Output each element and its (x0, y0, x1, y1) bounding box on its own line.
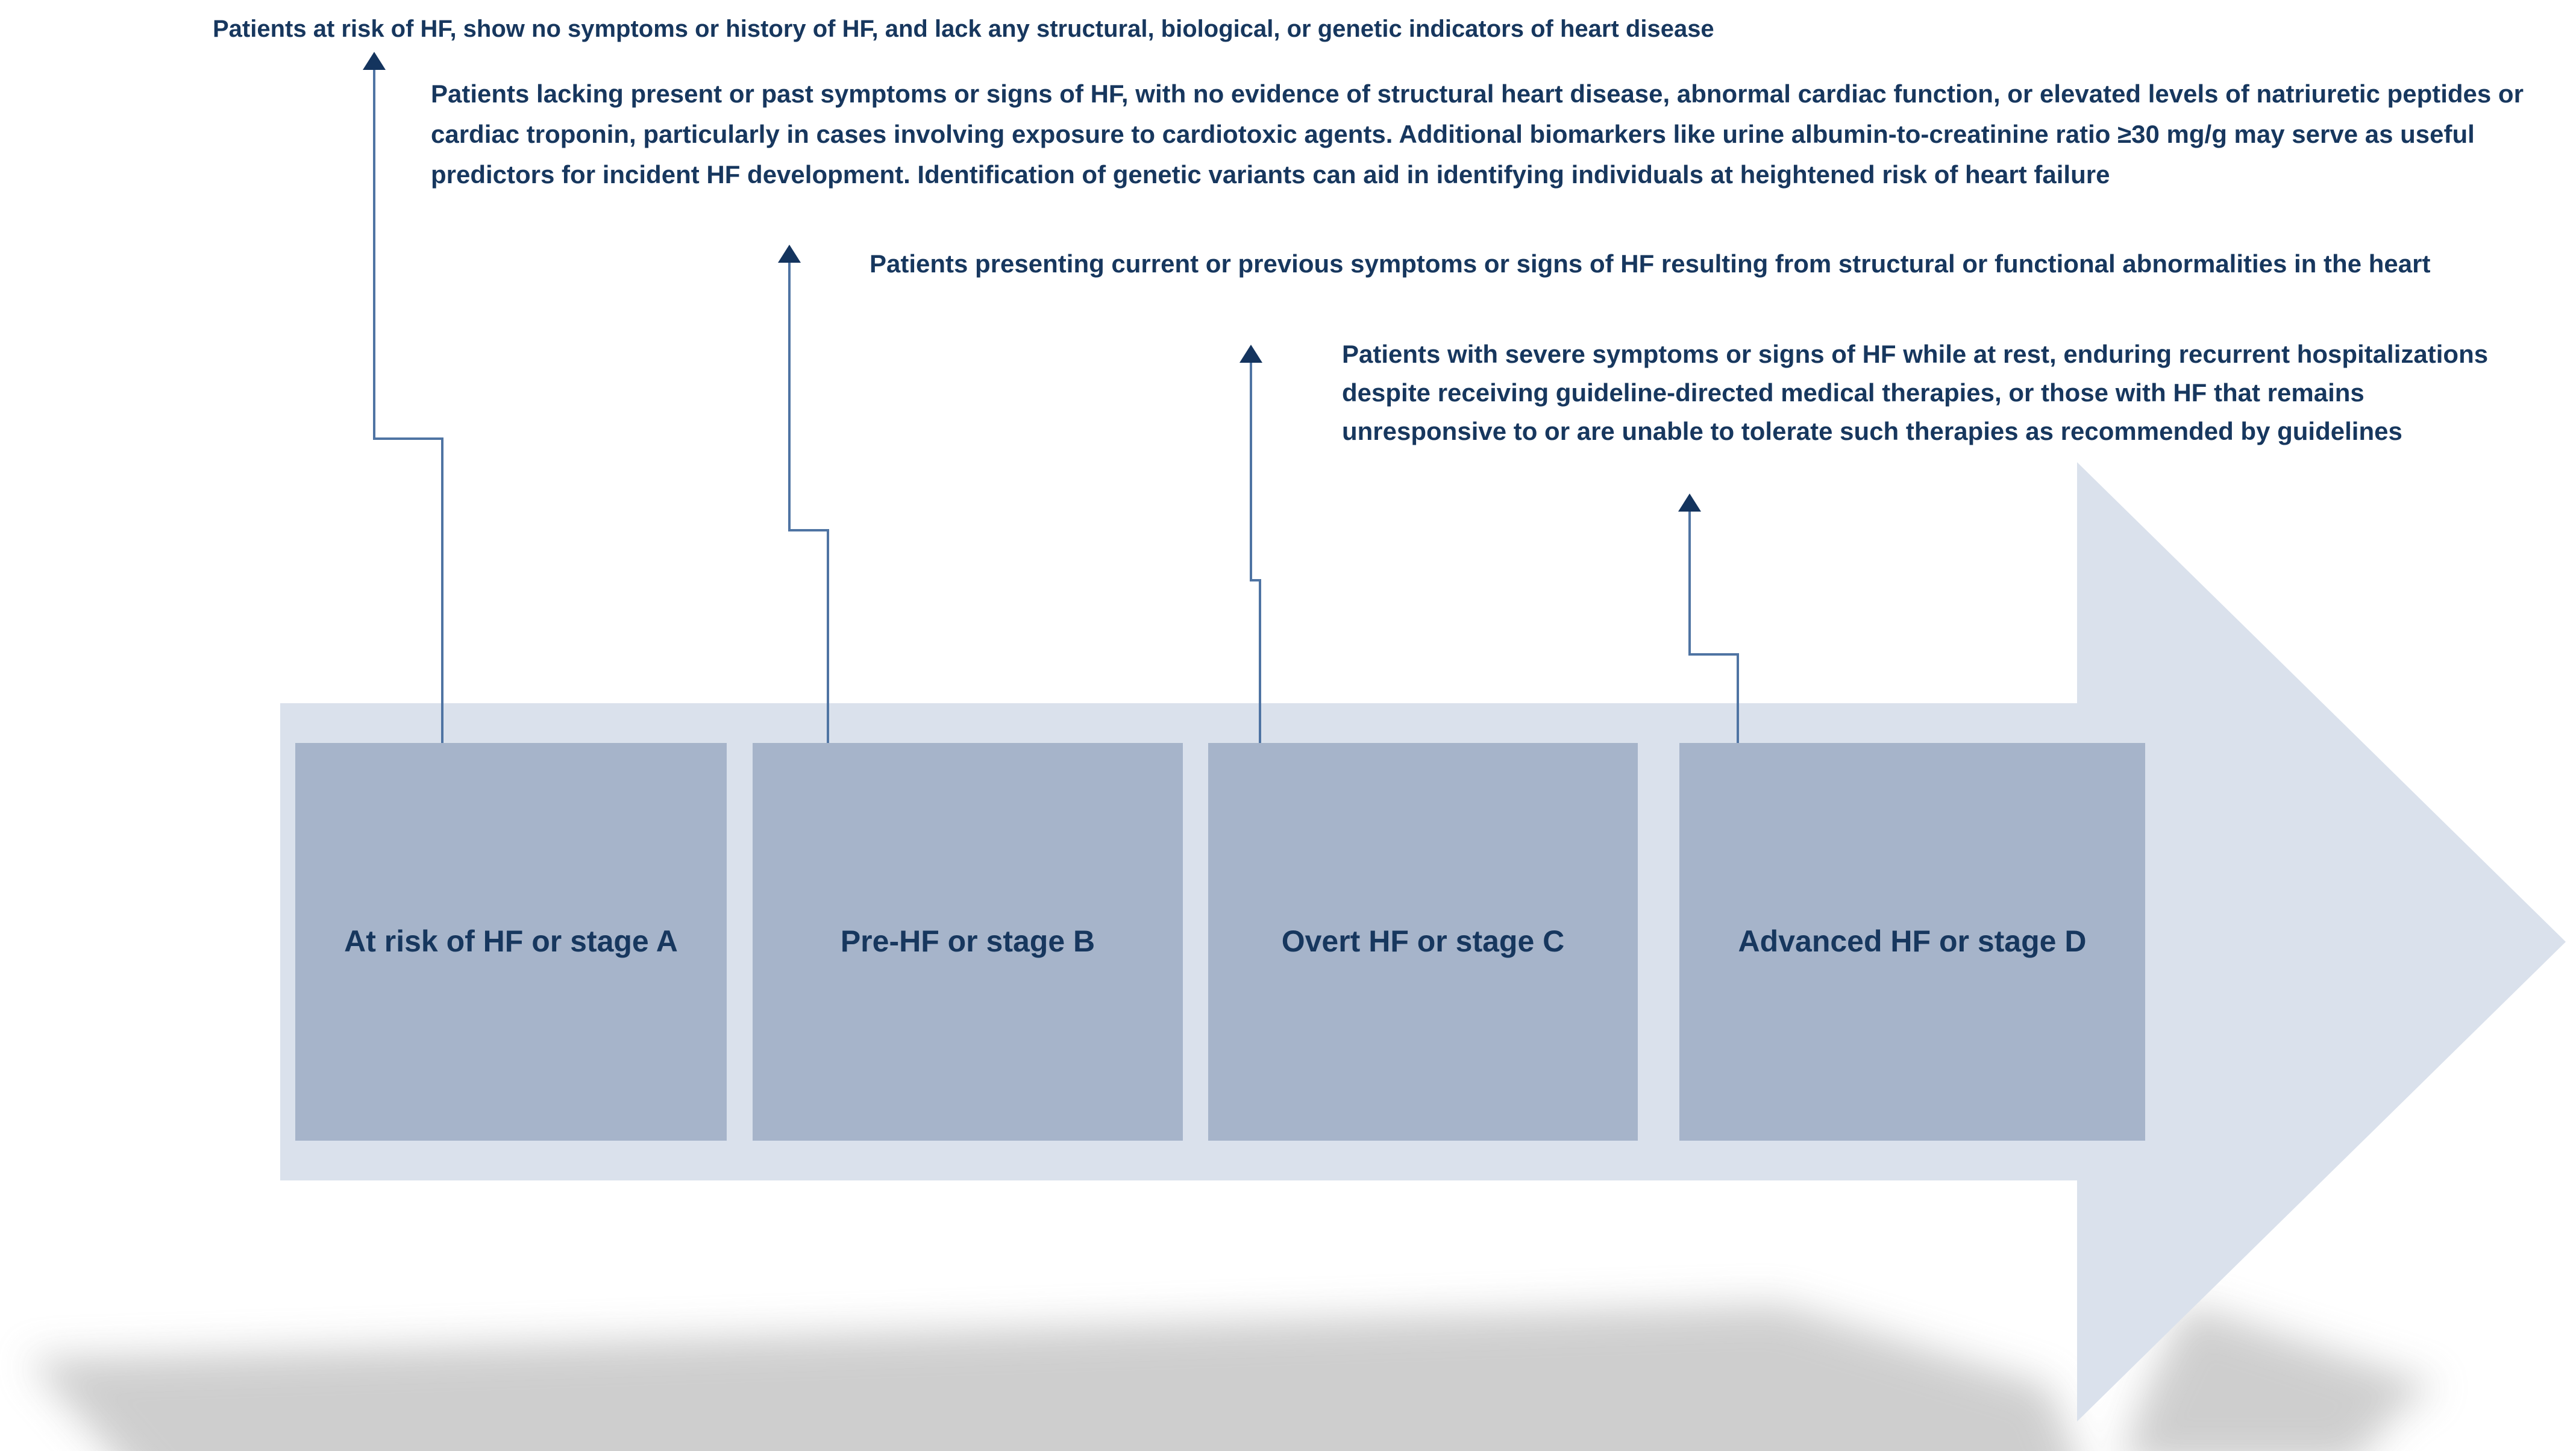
stage-label-b: Pre-HF or stage B (840, 924, 1095, 959)
annotation-stage-b: Patients lacking present or past symptoms or signs of HF, with no evidence of structural heart disease, abnormal cardiac function, or elevated levels of natriuretic peptides or cardiac troponin, particularly in cases involving exposure to cardiotoxic agents. Additional biomarkers like urine albumin-to-creatinine ratio ≥30 mg/g may serve as useful predictors for incident HF development. Identification of genetic variants can aid in identifying individuals at heightened risk of heart failure (431, 80, 2524, 189)
up-arrowhead-icon (1678, 494, 1701, 512)
up-arrowhead-icon (778, 245, 801, 263)
annotation-stage-c: Patients presenting current or previous symptoms or signs of HF resulting from structural or functional abnormalities in the heart (870, 249, 2431, 278)
up-arrowhead-icon (363, 52, 386, 70)
stage-box-a (295, 743, 727, 1141)
stage-box-c (1208, 743, 1638, 1141)
stage-box-b (753, 743, 1183, 1141)
stage-label-a: At risk of HF or stage A (344, 924, 678, 959)
stage-box-d (1679, 743, 2145, 1141)
stage-label-d: Advanced HF or stage D (1738, 924, 2087, 959)
stage-label-c: Overt HF or stage C (1281, 924, 1565, 959)
up-arrowhead-icon (1239, 345, 1262, 363)
annotation-stage-a: Patients at risk of HF, show no symptoms or history of HF, and lack any structural, biological, or genetic indicators of heart disease (213, 16, 1714, 42)
annotation-stage-d: Patients with severe symptoms or signs of HF while at rest, enduring recurrent hospitalizations despite receiving guideline-directed medical therapies, or those with HF that remains unresponsive to or are unable to tolerate such therapies as recommended by guidelines (1342, 340, 2489, 445)
arrow-shadow (27, 1305, 2437, 1451)
